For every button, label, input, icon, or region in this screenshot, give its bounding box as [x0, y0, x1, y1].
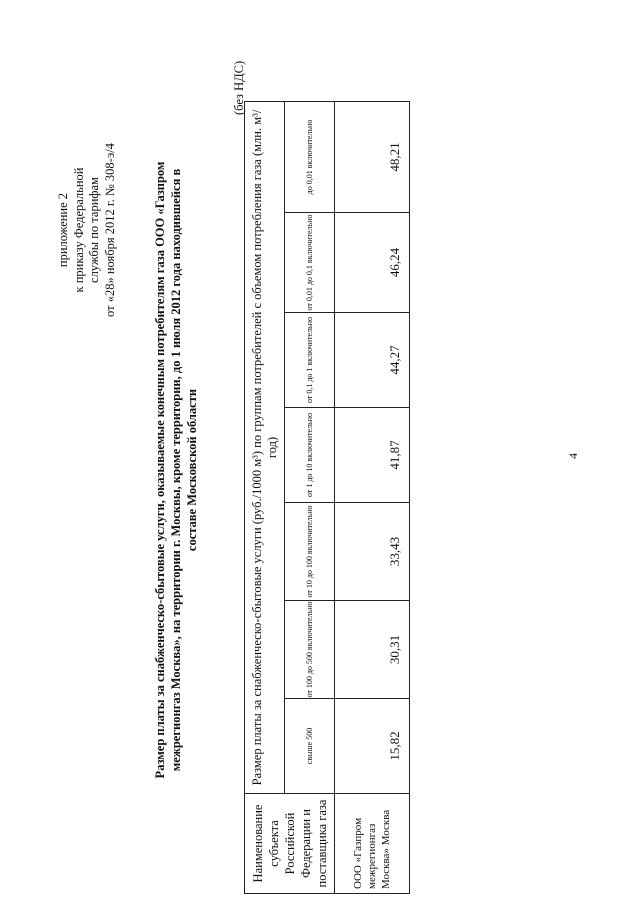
- page-number: 4: [566, 453, 580, 459]
- header-subject-name: Наименование субъекта Российской Федерации и поставщика газа: [245, 794, 335, 894]
- header-fee-text: Размер платы за снабженческо-сбытовые услуги (руб./1000 м³) по группам потребителей с объемом потребления газа (млн. м³/год): [249, 109, 279, 786]
- table-row: [335, 101, 410, 893]
- group-header: свыше 500: [285, 699, 335, 794]
- title-line: составе Московской области: [185, 388, 199, 552]
- fee-value: 15,82: [335, 699, 410, 794]
- appendix-note: [56, 90, 118, 370]
- fee-value: 33,43: [335, 503, 410, 601]
- group-header: от 1 до 10 включительно: [285, 408, 335, 503]
- fee-value: 44,27: [335, 313, 410, 408]
- fee-value: 48,21: [335, 101, 410, 212]
- group-header: до 0,01 включительно: [285, 101, 335, 212]
- fee-value: 41,87: [335, 408, 410, 503]
- group-header: от 0,01 до 0,1 включительно: [285, 213, 335, 313]
- group-header: от 100 до 500 включительно: [285, 601, 335, 699]
- appendix-line: приложение 2: [56, 192, 70, 268]
- appendix-line: от «28» ноября 2012 г. № 308-э/4: [102, 143, 117, 317]
- fee-value: 46,24: [335, 213, 410, 313]
- title-line: Размер платы за снабженческо-сбытовые услуги, оказываемые конечным потребителям газа ООО «Газпром: [153, 161, 167, 779]
- appendix-line: службы по тарифам: [87, 177, 101, 283]
- group-header: от 0,1 до 1 включительно: [285, 313, 335, 408]
- fee-value: 30,31: [335, 601, 410, 699]
- title-line: межрегионгаз Москва», на территории г. Москвы, кроме территории, до 1 июля 2012 года находившейся в: [169, 168, 183, 772]
- appendix-line: к приказу Федеральной: [71, 167, 86, 293]
- vat-note: (без НДС): [232, 60, 246, 115]
- document-title: [152, 125, 200, 815]
- supplier-name: ООО «Газпром межрегионгаз Москва» Москва: [335, 794, 410, 894]
- tariff-table: [244, 101, 410, 894]
- group-header: от 10 до 100 включительно: [285, 503, 335, 601]
- header-fee-size: [245, 101, 285, 793]
